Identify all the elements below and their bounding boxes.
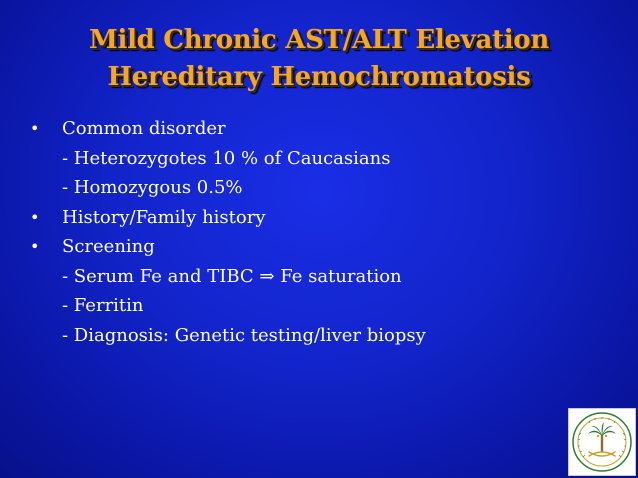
sub-list-item-text: - Ferritin: [62, 295, 144, 316]
list-item: [30, 203, 590, 233]
sub-list-item: [30, 291, 590, 321]
sub-list-item: [30, 173, 590, 203]
title-line-2: Hereditary Hemochromatosis: [107, 62, 531, 92]
sub-list-item-text: - Homozygous 0.5%: [62, 177, 243, 198]
list-item-text: History/Family history: [62, 206, 266, 228]
sub-list-item: [30, 262, 590, 292]
palm-tree-emblem-icon: [569, 409, 635, 475]
sub-list-item: [30, 321, 590, 351]
list-item: [30, 114, 590, 144]
sub-list-item-text: - Serum Fe and TIBC ⇒ Fe saturation: [62, 265, 402, 287]
bullet-icon: •: [30, 207, 40, 227]
sub-list-item-text: - Heterozygotes 10 % of Caucasians: [62, 147, 391, 169]
list-item: [30, 232, 590, 262]
slide-body: [30, 114, 590, 350]
institution-logo: [568, 408, 636, 476]
slide-title: [0, 22, 638, 96]
sub-list-item-text: - Diagnosis: Genetic testing/liver biopsy: [62, 324, 426, 346]
sub-list-item: [30, 144, 590, 174]
bullet-icon: •: [30, 237, 40, 256]
list-item-text: Common disorder: [62, 118, 226, 139]
list-item-text: Screening: [62, 236, 155, 257]
title-line-1: Mild Chronic AST/ALT Elevation: [89, 25, 549, 55]
bullet-icon: •: [30, 119, 40, 138]
